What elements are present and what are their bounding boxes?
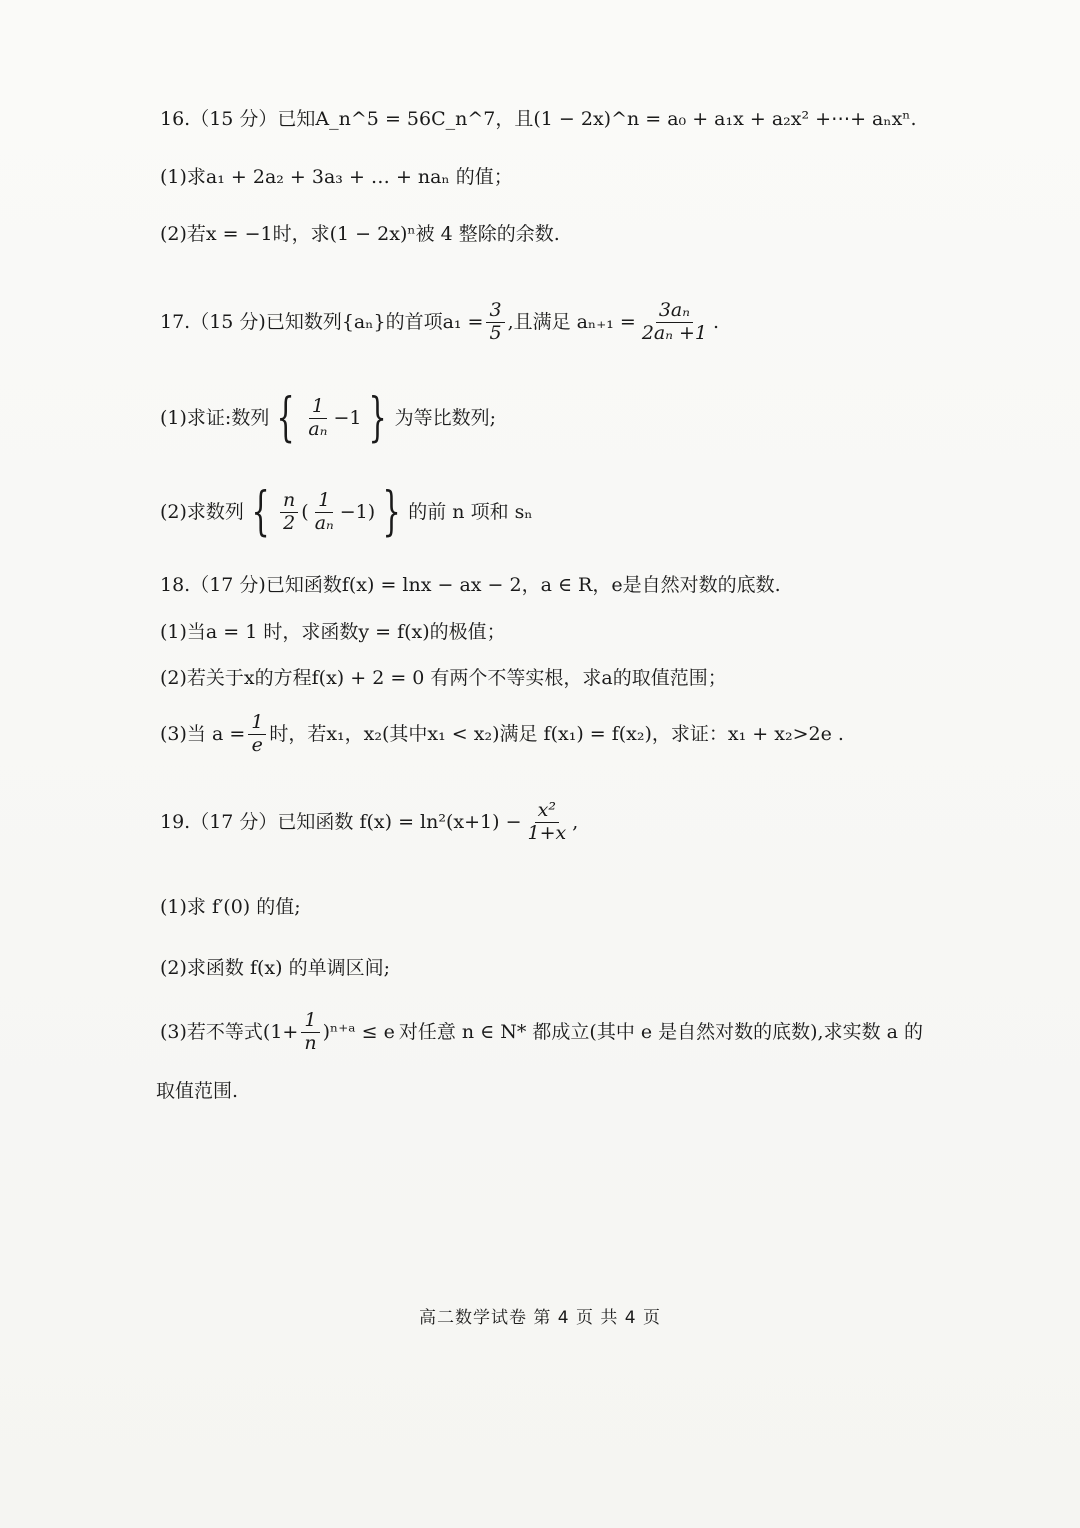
q17-part2-tail: −1	[339, 500, 368, 523]
q17-part2-two: 2	[283, 511, 296, 534]
q19-part1	[160, 896, 301, 919]
q17-part1	[160, 388, 496, 448]
q18-part1	[160, 621, 506, 644]
q19-part3	[160, 1010, 923, 1055]
q17-part2-n: n	[280, 490, 298, 513]
q17-part1-numerator: 1	[309, 396, 327, 419]
q19-part3-fraction	[301, 1010, 319, 1055]
q17-part2-denominator: aₙ	[314, 511, 334, 534]
q17-title-mid: ,且满足 aₙ₊₁ =	[507, 310, 636, 333]
q19-part3-suffix: 对任意 n ∈ N* 都成立(其中 e 是自然对数的底数),求实数 a 的	[398, 1020, 924, 1043]
q19-part2-text: (2)求函数 f(x) 的单调区间;	[160, 957, 390, 979]
q17-part2-n-over-2	[280, 490, 298, 535]
q19-part3-denominator: n	[304, 1031, 317, 1054]
q19-part3-line2: 取值范围.	[156, 1080, 239, 1102]
q18-title	[160, 574, 781, 597]
q17-part1-suffix: 为等比数列;	[394, 406, 496, 429]
q17-a1-numerator: 3	[486, 300, 504, 323]
q19-title-prefix: 19.（17 分）已知函数 f(x) = ln²(x+1) −	[160, 810, 522, 833]
left-brace: {	[276, 388, 295, 448]
q18-part3-denominator: e	[251, 733, 263, 756]
q16-title	[160, 108, 917, 131]
q18-part3-fraction	[248, 712, 266, 757]
q17-part2-fraction	[312, 490, 337, 535]
q19-part3-expr-a: (1+	[262, 1020, 299, 1043]
q18-title-text: 18.（17 分)已知函数f(x) = lnx − ax − 2，a ∈ R，e是自然对数的底数.	[160, 574, 781, 596]
left-brace: {	[251, 482, 270, 542]
q16-part2	[160, 223, 560, 246]
q17-recurrence-fraction	[639, 300, 710, 345]
q19-part3-prefix: (3)若不等式	[160, 1020, 263, 1043]
q18-part3-suffix: 时，若x₁，x₂(其中x₁ < x₂)满足 f(x₁) = f(x₂)，求证：x₁ + x₂>2e .	[269, 722, 844, 745]
q17-part1-prefix: (1)求证:数列	[160, 406, 270, 429]
q17-a1-denominator: 5	[489, 321, 502, 344]
q19-numerator: x²	[535, 800, 559, 823]
q17-recurrence-numerator: 3aₙ	[656, 300, 693, 323]
page-footer: 高二数学试卷 第 4 页 共 4 页	[418, 1308, 662, 1328]
q17-recurrence-denominator: 2aₙ +1	[641, 321, 707, 344]
q18-part2	[160, 667, 727, 690]
q17-title: 17.（15 分)已知数列{aₙ}的首项a₁ = $\frac{3}{5}$ ,且满足 aₙ₊₁ = $\frac{\text{3aₙ}}{\text{2aₙ +1}}$ .	[160, 299, 720, 344]
q17-part1-tail: −1	[333, 406, 362, 429]
q19-title	[160, 800, 578, 845]
q17-part2: (2)求数列 { $\frac{n}{2}$ ( $\frac{1}{\text{aₙ}}$ −1 ) } 的前 n 项和 sₙ	[160, 482, 533, 542]
q16-part1-text: (1)求a₁ + 2a₂ + 3a₃ + … + naₙ 的值；	[160, 166, 513, 188]
q19-part3-expr-b: )ⁿ⁺ᵃ ≤ e	[322, 1020, 395, 1043]
q17-title-prefix: 17.（15 分)已知数列{aₙ}的首项a₁ =	[160, 310, 484, 333]
q17-part1-fraction	[305, 396, 330, 441]
q16-title-text: 16.（15 分）已知A_n^5 = 56C_n^7，且(1 − 2x)^n = a₀ + a₁x + a₂x² +⋯+ aₙxⁿ.	[160, 108, 917, 130]
q19-fraction	[524, 800, 569, 845]
q18-part3-numerator: 1	[248, 712, 266, 735]
q19-title-suffix: ,	[572, 810, 579, 833]
q19-part3-continued	[156, 1080, 238, 1103]
q18-part3	[160, 712, 844, 757]
q19-part1-text: (1)求 f′(0) 的值;	[160, 896, 301, 918]
q18-part1-text: (1)当a = 1 时，求函数y = f(x)的极值；	[160, 621, 506, 643]
q17-a1-fraction	[486, 300, 504, 345]
q18-part2-text: (2)若关于x的方程f(x) + 2 = 0 有两个不等实根，求a的取值范围；	[160, 667, 727, 689]
q17-part1-denominator: aₙ	[308, 417, 328, 440]
q19-part2	[160, 957, 390, 980]
q17-part2-numerator: 1	[315, 490, 333, 513]
right-brace: }	[382, 482, 401, 542]
q17-part2-prefix: (2)求数列	[160, 500, 244, 523]
q16-part1	[160, 166, 513, 189]
q19-part3-numerator: 1	[301, 1010, 319, 1033]
right-brace: }	[368, 388, 388, 448]
q17-part2-suffix: 的前 n 项和 sₙ	[408, 500, 533, 523]
q18-part3-prefix: (3)当 a =	[160, 722, 246, 745]
q19-denominator: 1+x	[527, 821, 567, 844]
q16-part2-text: (2)若x = −1时，求(1 − 2x)ⁿ被 4 整除的余数.	[160, 223, 560, 245]
